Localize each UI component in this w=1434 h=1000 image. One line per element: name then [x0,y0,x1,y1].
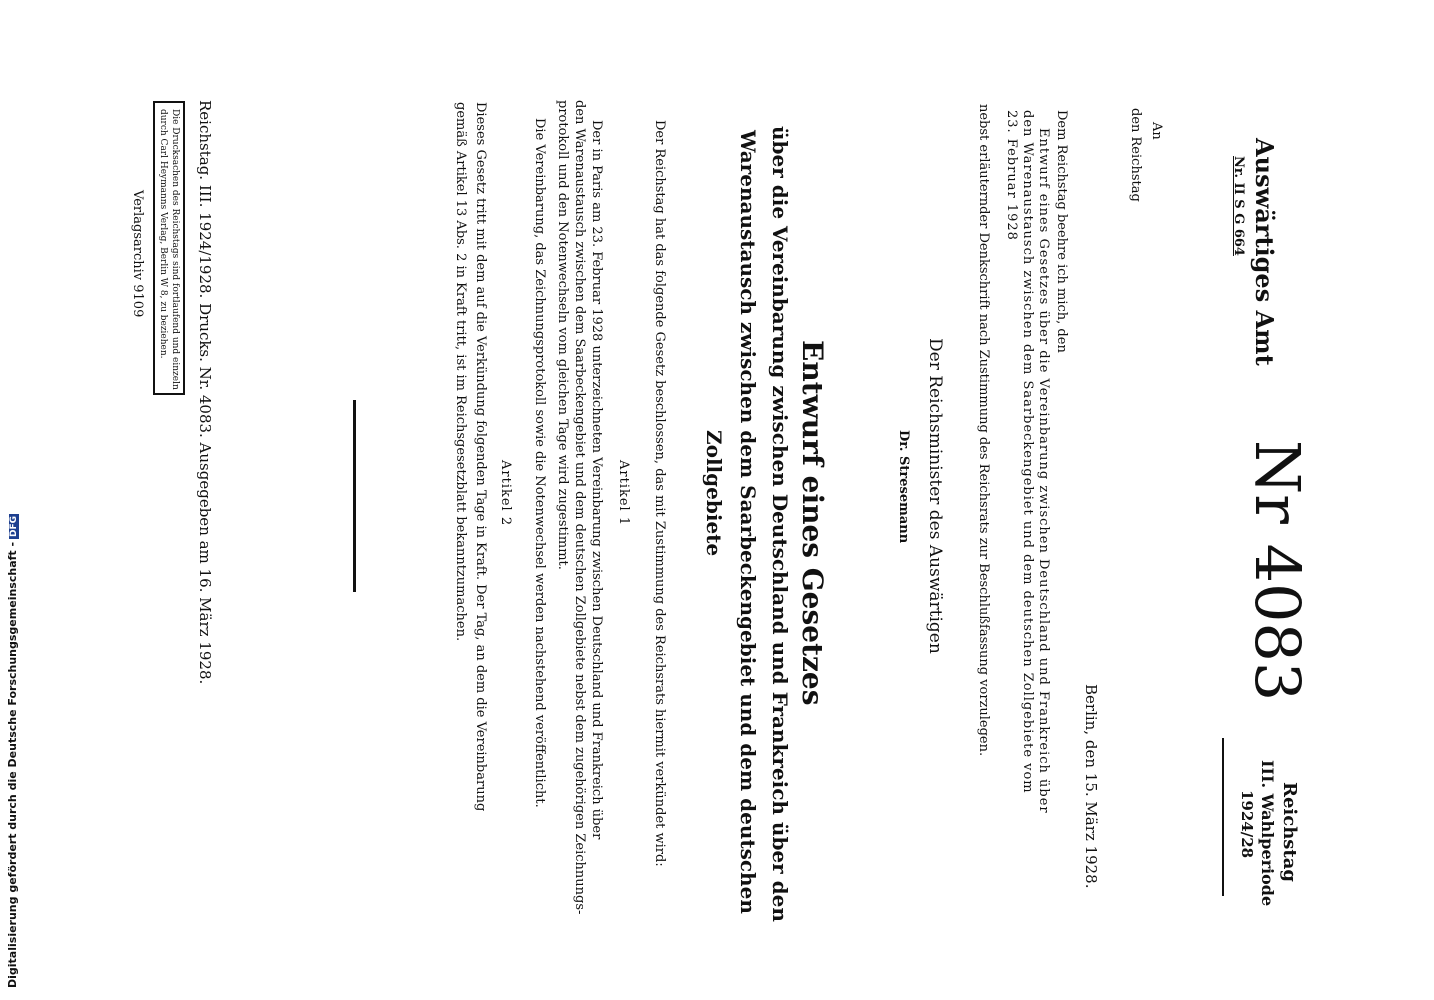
draft-title: Entwurf eines Gesetzes [796,340,829,706]
letter-body-2: Entwurf eines Gesetzes über die Vereinbarung zwischen Deutschland und Frankreich über [1036,128,1051,814]
archive-number: Verlagsarchiv 9109 [130,190,145,318]
signatory-title: Der Reichsminister des Auswärtigen [925,338,945,654]
dfg-logo: DFG [9,515,19,537]
letter-body-3: den Warenaustausch zwischen dem Saarbeckengebiet und dem deutschen Zollgebiete vom [1020,110,1035,794]
article-2-line-1: Dieses Gesetz tritt mit dem auf die Verkündung folgenden Tage in Kraft. Der Tag, an dem die Vereinbarung [473,102,488,812]
credit-text: Digitalisierung gefördert durch die Deutsche Forschungsgemeinschaft - [6,541,19,988]
recipient-line2: den Reichstag [1128,108,1143,202]
draft-subtitle-1: über die Vereinbarung zwischen Deutschland und Frankreich über den [768,126,792,922]
draft-preamble: Der Reichstag hat das folgende Gesetz beschlossen, das mit Zustimmung des Reichsrats hiermit verkündet wird: [652,120,667,867]
document-number: Nr 4083 [1241,440,1314,702]
signatory-name: Dr. Stresemann [896,430,911,544]
recipient-line1: An [1149,122,1164,140]
letter-body-4: 23. Februar 1928 [1004,110,1019,241]
footer-notice-box [153,101,185,395]
article-2-title: Artikel 2 [498,460,513,527]
office-heading: Auswärtiges Amt [1250,138,1279,366]
letter-body-5: nebst erläuternder Denkschrift nach Zustimmung des Reichsrats zur Beschlußfassung vorzulegen. [976,104,991,757]
period-years: 1924/28 [1238,790,1256,859]
footer-imprint: Reichstag. III. 1924/1928. Drucks. Nr. 4083. Ausgegeben am 16. März 1928. [196,100,214,685]
header-rule [1222,738,1224,896]
reichstag-label: Reichstag [1279,782,1300,882]
draft-subtitle-3: Zollgebiete [702,430,726,557]
article-1-line-3: protokoll und den Notenwechseln vom gleichen Tage wird zugestimmt. [555,100,570,570]
letter-date: Berlin, den 15. März 1928. [1082,684,1100,889]
article-1-title: Artikel 1 [616,460,631,527]
digitization-credit [6,514,19,988]
letter-body-1: Dem Reichstag beehre ich mich, den [1054,110,1069,353]
article-1-line-2: den Warenaustausch zwischen dem Saarbeckengebiet und dem deutschen Zollgebiete nebst dem zugehörigen Zeichnungs- [572,100,587,915]
footer-notice-line-1: Die Drucksachen des Reichstags sind fortlaufend und einzeln [170,109,180,390]
article-1-line-4: Die Vereinbarung, das Zeichnungsprotokoll sowie die Notenwechsel werden nachstehend veröffentlicht. [532,118,547,808]
section-divider [353,400,356,592]
office-number: Nr. II S G 664 [1231,156,1246,256]
article-2-line-2: gemäß Artikel 13 Abs. 2 in Kraft tritt, ist im Reichsgesetzblatt bekanntzumachen. [453,102,468,642]
footer-notice-line-2: durch Carl Heymanns Verlag, Berlin W 8, zu beziehen. [158,109,168,359]
draft-subtitle-2: Warenaustausch zwischen dem Saarbeckengebiet und dem deutschen [736,130,760,914]
period-label: III. Wahlperiode [1258,760,1277,907]
article-1-line-1: Der in Paris am 23. Februar 1928 unterzeichneten Vereinbarung zwischen Deutschland und Frankreich über [589,120,604,840]
